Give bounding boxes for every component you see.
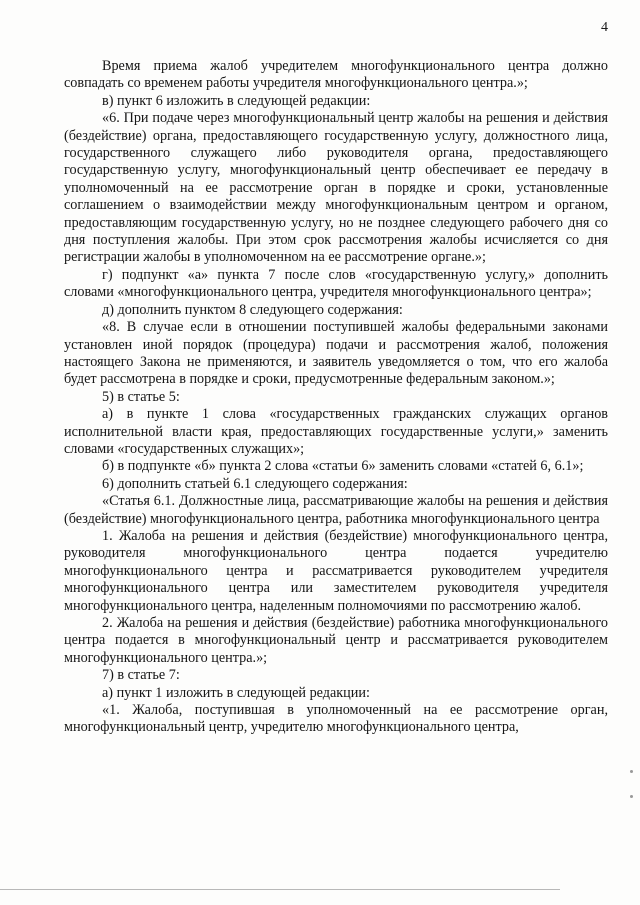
paragraph: «8. В случае если в отношении поступившей жалобы федеральными законами установлен иной порядок (процедура) подачи и рассмотрения жалоб, положения настоящего Закона не применяются, и заявитель уведомляется о том, что его жалоба будет рассмотрена в порядке и сроки, предусмотренные федеральным законом.»; xyxy=(64,319,608,388)
scan-bottom-line xyxy=(0,889,560,890)
paragraph: Время приема жалоб учредителем многофункционального центра должно совпадать со временем работы учредителя многофункционального центра.»; xyxy=(64,58,608,92)
paragraph: 7) в статье 7: xyxy=(102,667,180,684)
paragraph: б) в подпункте «б» пункта 2 слова «статьи 6» заменить словами «статей 6, 6.1»; xyxy=(102,458,584,475)
paragraph: 1. Жалоба на решения и действия (бездействие) многофункционального центра, руководителя многофункционального центра подается учредителю многофункционального центра и рассматривается руководителем учредителя многофункционального центра или заместителем руководителя учредителя многофункционального центра, наделенным полномочиями по рассмотрению жалоб. xyxy=(64,527,608,614)
paragraph: д) дополнить пунктом 8 следующего содержания: xyxy=(102,301,403,318)
scan-artifact xyxy=(630,770,633,773)
page-number: 4 xyxy=(601,20,608,35)
paragraph: 5) в статье 5: xyxy=(102,388,180,405)
paragraph: «6. При подаче через многофункциональный центр жалобы на решения и действия (бездействие) органа, предоставляющего государственную услугу, должностного лица, государственного служащего либо руководителя органа, предоставляющего государственную услугу, многофункциональный центр обеспечивает ее передачу в уполномоченный на ее рассмотрение орган в порядке и сроки, установленные соглашением о взаимодействии между многофункциональным центром и органом, предоставляющим государственную услугу, но не позднее следующего рабочего дня со дня поступления жалобы. При этом срок рассмотрения жалобы исчисляется со дня регистрации жалобы в уполномоченном на ее рассмотрение органе.»; xyxy=(64,110,608,266)
paragraph: г) подпункт «а» пункта 7 после слов «государственную услугу,» дополнить словами «многофункционального центра, учредителя многофункционального центра»; xyxy=(64,266,608,301)
paragraph: 6) дополнить статьей 6.1 следующего содержания: xyxy=(102,475,408,492)
paragraph: а) в пункте 1 слова «государственных гражданских служащих органов исполнительной власти края, предоставляющих государственные услуги,» заменить словами «государственных служащих»; xyxy=(64,406,608,457)
scan-artifact xyxy=(630,795,633,798)
paragraph: а) пункт 1 изложить в следующей редакции: xyxy=(102,684,370,701)
paragraph: «Статья 6.1. Должностные лица, рассматривающие жалобы на решения и действия (бездействие) многофункционального центра, работника многофункционального центра xyxy=(64,493,608,527)
paragraph: в) пункт 6 изложить в следующей редакции: xyxy=(102,92,371,109)
document-body xyxy=(64,58,608,737)
paragraph: 2. Жалоба на решения и действия (бездействие) работника многофункционального центра подается в многофункциональный центр и рассматривается руководителем многофункционального центра.»; xyxy=(64,615,608,666)
paragraph: «1. Жалоба, поступившая в уполномоченный на ее рассмотрение орган, многофункциональный центр, учредителю многофункционального центра, xyxy=(64,702,608,736)
